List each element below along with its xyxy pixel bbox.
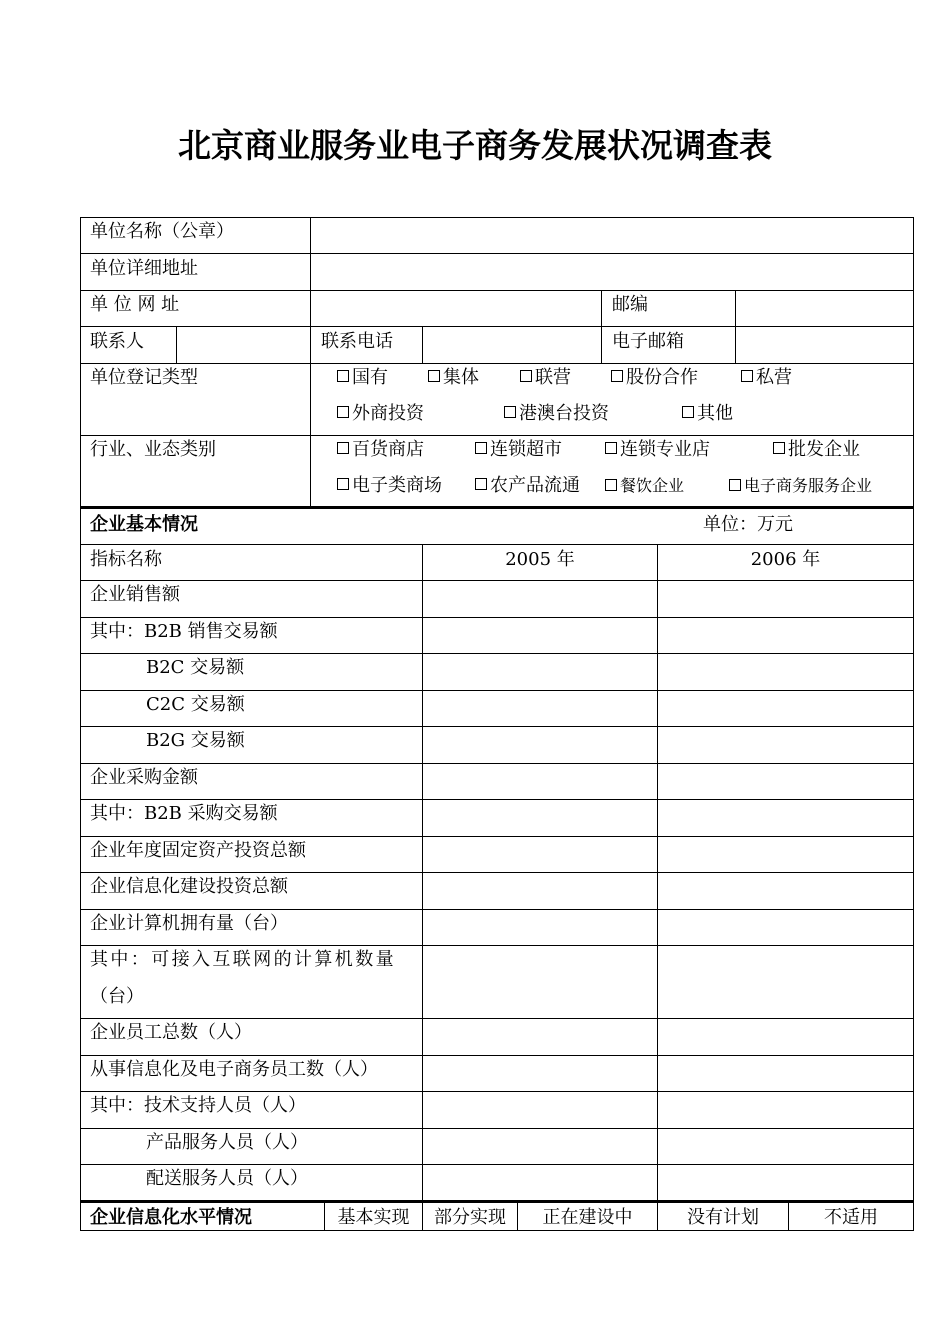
indicator-label: 企业员工总数（人） [90,1022,252,1043]
reg-type-option[interactable]: 港澳台投资 [504,396,609,432]
checkbox-icon [741,370,753,382]
industry-option[interactable]: 电子商务服务企业 [729,468,872,504]
indicator-label: 其中：技术支持人员（人） [90,1095,306,1116]
reg-type-label: 单位登记类型 [90,367,198,388]
indicator-label: 企业销售额 [90,584,180,605]
industry-option[interactable]: 电子类商场 [337,468,442,504]
column-divider [422,544,423,1202]
indicator-label: 产品服务人员（人） [146,1132,308,1153]
indicator-label: C2C 交易额 [146,694,245,715]
checkbox-icon [337,370,349,382]
col-2005-header: 2005 年 [505,549,575,570]
industry-option[interactable]: 连锁超市 [475,432,562,468]
indicator-label: 企业信息化建设投资总额 [90,876,288,897]
info-level-col-header: 部分实现 [434,1207,506,1228]
checkbox-icon [337,406,349,418]
reg-type-option[interactable]: 外商投资 [337,396,424,432]
checkbox-icon [337,478,349,490]
info-level-col-header: 不适用 [824,1207,878,1228]
industry-label: 行业、业态类别 [90,439,216,460]
email-field[interactable] [736,327,913,363]
checkbox-icon [504,406,516,418]
info-level-col-header: 没有计划 [687,1207,759,1228]
table-border-right [913,506,914,1231]
industry-option[interactable]: 农产品流通 [475,468,580,504]
reg-type-option[interactable]: 股份合作 [611,360,698,396]
unit-address-label: 单位详细地址 [90,258,198,279]
checkbox-icon [605,479,617,491]
checkbox-icon [428,370,440,382]
checkbox-icon [475,442,487,454]
checkbox-icon [605,442,617,454]
table-border-right [913,217,914,509]
checkbox-icon [773,442,785,454]
indicator-label: 企业采购金额 [90,767,198,788]
info-level-col-header: 正在建设中 [542,1207,633,1228]
page-title: 北京商业服务业电子商务发展状况调查表 [178,126,772,165]
indicator-label: 从事信息化及电子商务员工数（人） [90,1059,378,1080]
column-divider [657,544,658,1202]
checkbox-icon [475,478,487,490]
reg-type-option[interactable]: 联营 [520,360,571,396]
reg-type-option[interactable]: 私营 [741,360,792,396]
unit-note: 单位：万元 [703,514,793,535]
info-level-col-header: 基本实现 [337,1207,410,1228]
website-field[interactable] [311,291,601,326]
checkbox-icon [520,370,532,382]
phone-field[interactable] [423,327,601,363]
info-level-section-title: 企业信息化水平情况 [90,1207,252,1228]
basic-section-title: 企业基本情况 [90,514,198,535]
unit-name-field[interactable] [311,218,913,253]
industry-option[interactable]: 批发企业 [773,432,860,468]
col-2006-header: 2006 年 [750,549,821,570]
reg-type-option[interactable]: 集体 [428,360,479,396]
unit-address-field[interactable] [311,254,913,290]
email-label: 电子邮箱 [612,331,684,352]
checkbox-icon [729,479,741,491]
contact-label: 联系人 [90,331,144,352]
phone-label: 联系电话 [321,331,393,352]
indicator-label: 其中：B2B 采购交易额 [90,803,278,824]
postcode-label: 邮编 [612,294,648,315]
indicator-label: 其中：可接入互联网的计算机数量 [90,949,396,970]
industry-option[interactable]: 餐饮企业 [605,468,684,504]
indicator-label: （台） [90,986,144,1007]
postcode-field[interactable] [736,291,913,326]
reg-type-option[interactable]: 其他 [682,396,733,432]
indicator-label: B2G 交易额 [146,730,245,751]
col-indicator-header: 指标名称 [90,549,162,570]
reg-type-option[interactable]: 国有 [337,360,388,396]
checkbox-icon [611,370,623,382]
website-label: 单 位 网 址 [90,294,180,315]
industry-option[interactable]: 百货商店 [337,432,424,468]
unit-name-label: 单位名称（公章） [90,221,234,242]
contact-field[interactable] [177,327,310,363]
indicator-label: 企业计算机拥有量（台） [90,913,288,934]
indicator-label: 配送服务人员（人） [146,1168,308,1189]
indicator-label: B2C 交易额 [146,657,245,678]
checkbox-icon [337,442,349,454]
industry-option[interactable]: 连锁专业店 [605,432,710,468]
checkbox-icon [682,406,694,418]
indicator-label: 企业年度固定资产投资总额 [90,840,306,861]
indicator-label: 其中：B2B 销售交易额 [90,621,278,642]
